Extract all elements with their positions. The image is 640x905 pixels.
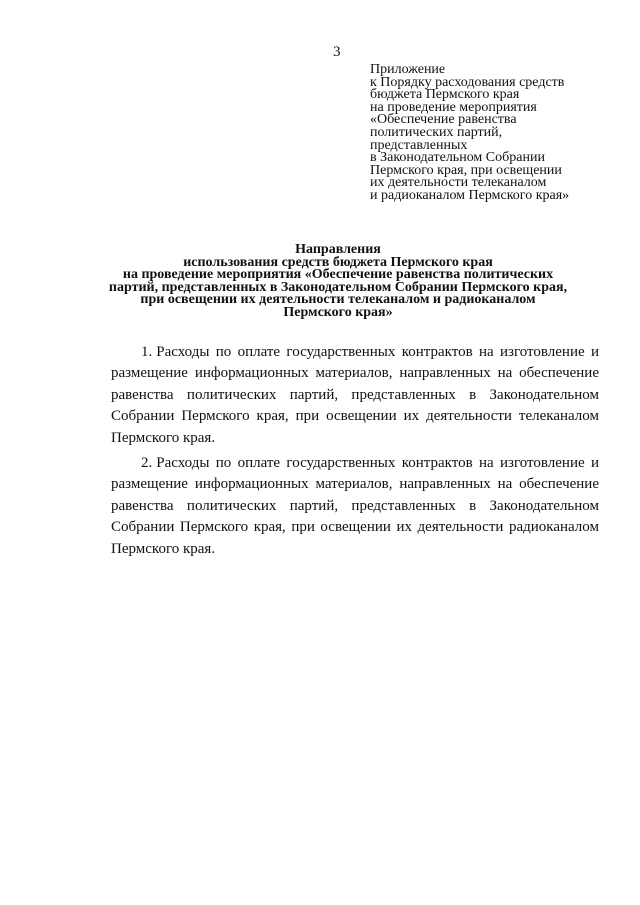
document-title [70, 244, 606, 320]
title-line: Пермского края» [283, 304, 393, 320]
document-body [111, 342, 599, 564]
title-line: Направления [295, 242, 381, 257]
appendix-note [370, 64, 620, 203]
appendix-line: к Порядку расходования средств [370, 74, 565, 90]
appendix-line: их деятельности телеканалом [370, 175, 547, 191]
item-text: Расходы по оплате государственных контрактов на изготовление и размещение информационных материалов, направленных на обеспечение равенства политических партий, представленных в Законодательном Собрании Пермского края, при освещении их деятельности радиоканалом Пермского края. [111, 455, 599, 557]
appendix-line: бюджета Пермского края [370, 87, 520, 103]
item-number: 2. [141, 455, 153, 472]
appendix-line: политических партий, [370, 124, 503, 140]
appendix-line: и радиоканалом Пермского края» [370, 187, 570, 203]
item-text: Расходы по оплате государственных контрактов на изготовление и размещение информационных материалов, направленных на обеспечение равенства политических партий, представленных в Законодательном Собрании Пермского края, при освещении их деятельности телеканалом Пермского края. [111, 344, 599, 446]
appendix-line: в Законодательном Собрании [370, 150, 545, 166]
appendix-line: Пермского края, при освещении [370, 162, 562, 178]
list-item [111, 453, 599, 560]
title-line: партий, представленных в Законодательном Собрании Пермского края, [108, 279, 568, 295]
appendix-line: «Обеспечение равенства [370, 112, 517, 128]
appendix-line: Приложение [370, 62, 446, 77]
list-item [111, 342, 599, 449]
item-number: 1. [141, 344, 153, 360]
title-line: на проведение мероприятия «Обеспечение равенства политических [122, 267, 554, 283]
title-line: при освещении их деятельности телеканалом и радиоканалом [140, 292, 536, 308]
appendix-line: представленных [370, 137, 468, 153]
appendix-line: на проведение мероприятия [370, 99, 537, 115]
page-number: 3 [333, 44, 341, 60]
title-line: использования средств бюджета Пермского края [183, 254, 493, 270]
